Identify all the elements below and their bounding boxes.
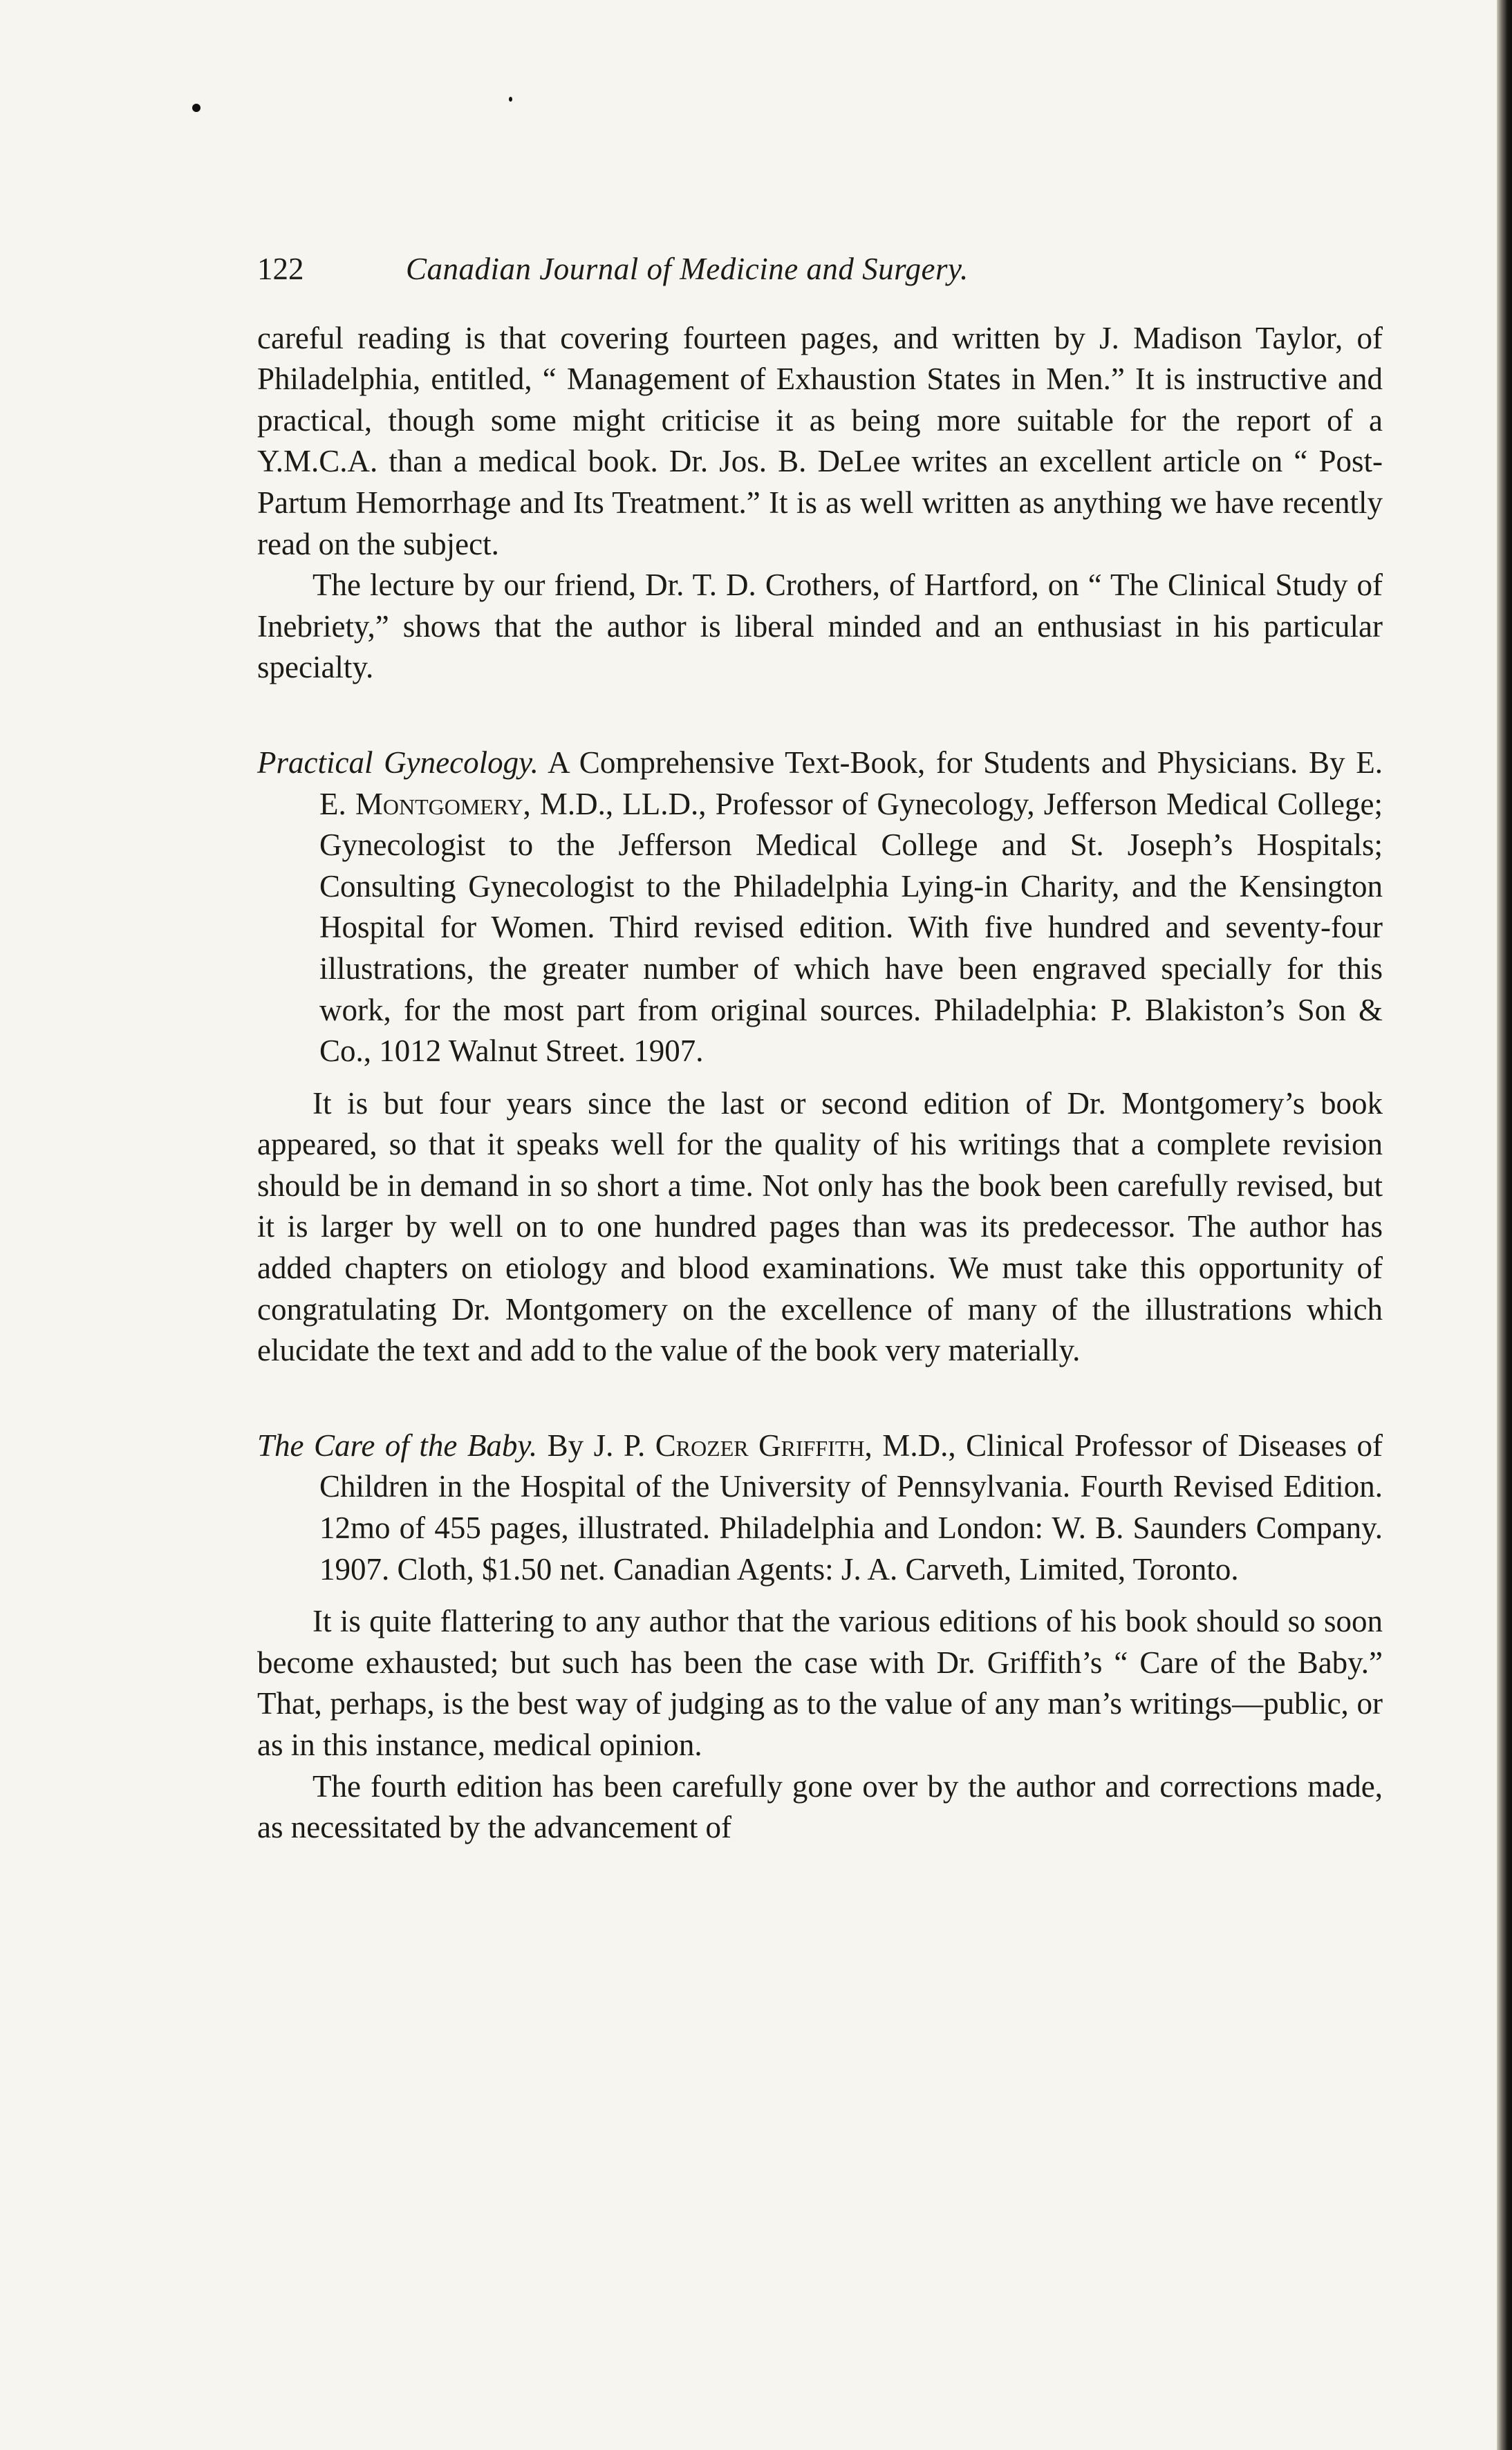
book-details: , M.D., LL.D., Professor of Gynecology, Jefferson Medical College; Gynecologist to the Jefferson Medical College and St. Joseph’s Hospitals; Consulting Gynecologist to the Philadelphia Lying-in Charity, and the Kensington Hospital for Women. Third revised edition. With five hundred and seventy-four illustrations, the greater number of which have been engraved specially for this work, for the most part from original sources. Philadelphia: P. Blakiston’s Son & Co., 1012 Walnut Street. 1907.	[319, 786, 1383, 1069]
document-page	[257, 249, 1383, 1849]
book-author: E. E. Montgomery	[319, 745, 1383, 821]
margin-speck	[192, 104, 200, 112]
page-number: 122	[257, 252, 304, 286]
review-body-baby-1: It is quite flattering to any author that the various editions of his book should so soon become exhausted; but such has been the case with Dr. Griffith’s “ Care of the Baby.” That, perhaps, is the best way of judging as to the value of any man’s writings—public, or as in this instance, medical opinion.	[257, 1604, 1383, 1762]
page-binding-edge	[1497, 0, 1512, 2450]
running-title: Canadian Journal of Medicine and Surgery.	[406, 252, 969, 286]
running-header	[257, 249, 1383, 290]
review-body-baby-2: The fourth edition has been carefully gone over by the author and corrections made, as necessitated by the advancement of	[257, 1768, 1383, 1845]
book-details: , M.D., Clinical Professor of Diseases of Children in the Hospital of the University of Pennsylvania. Fourth Revised Edition. 12mo of 455 pages, illustrated. Philadelphia and London: W. B. Saunders Company. 1907. Cloth, $1.50 net. Canadian Agents: J. A. Carveth, Limited, Toronto.	[319, 1428, 1383, 1587]
book-title: Practical Gynecology.	[257, 745, 539, 780]
book-title: The Care of the Baby.	[257, 1428, 538, 1463]
paragraph-crothers: The lecture by our friend, Dr. T. D. Crothers, of Hartford, on “ The Clinical Study of Inebriety,” shows that the author is liberal minded and an enthusiast in his particular specialty.	[257, 568, 1383, 685]
review-entry-baby	[257, 1425, 1383, 1590]
review-body-gynecology: It is but four years since the last or second edition of Dr. Montgomery’s book appeared, so that it speaks well for the quality of his writings that a complete revision should be in demand in so short a time. Not only has the book been carefully revised, but it is larger by well on to one hundred pages than was its predecessor. The author has added chapters on etiology and blood examinations. We must take this opportunity of congratulating Dr. Montgomery on the excellence of many of the illustrations which elucidate the text and add to the value of the book very materially.	[257, 1085, 1383, 1368]
book-author: J. P. Crozer Griffith	[593, 1428, 865, 1463]
margin-speck	[509, 97, 512, 102]
review-entry-gynecology	[257, 742, 1383, 1072]
paragraph-continued: careful reading is that covering fourteen pages, and written by J. Madison Taylor, of Philadelphia, entitled, “ Management of Exhaustion States in Men.” It is instructive and practical, though some might criticise it as being more suitable for the report of a Y.M.C.A. than a medical book. Dr. Jos. B. DeLee writes an excellent article on “ Post-Partum Hemorrhage and Its Treatment.” It is as well written as anything we have recently read on the subject.	[257, 320, 1383, 561]
book-description: By	[547, 1428, 584, 1463]
book-description: A Comprehensive Text-Book, for Students and Physicians. By	[548, 745, 1345, 780]
